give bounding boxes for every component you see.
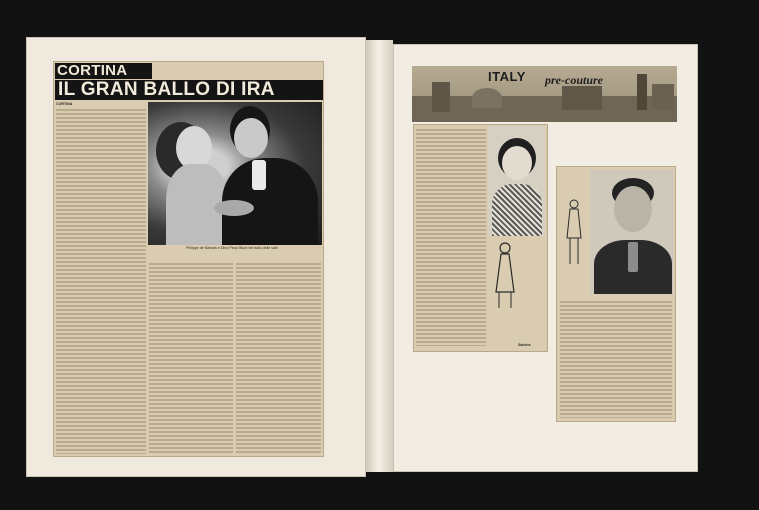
lead-dateline: CORTINA [56, 102, 73, 106]
forquet-portrait-photo [590, 170, 674, 294]
article-column-1 [56, 108, 146, 454]
caption-forquet: Forquet [638, 290, 652, 294]
headline-line2: IL GRAN BALLO DI IRA [55, 80, 323, 100]
photo-caption: Philippe de Nantois e Dino Pecci Blunt nel ballo delle sale [186, 246, 278, 250]
right-clipping-right-text [560, 300, 672, 418]
ballroom-photo [148, 102, 322, 245]
banner-title: ITALY [488, 69, 526, 84]
model-portrait-photo [488, 126, 545, 236]
article-column-3 [236, 262, 321, 454]
caption-salvine: Salvine [518, 343, 531, 347]
dress-sketch-icon [490, 240, 520, 312]
right-clipping-left-text [416, 128, 486, 346]
banner-subtitle: pre-couture [545, 73, 603, 87]
suit-sketch-icon [562, 198, 586, 270]
article-column-2 [149, 262, 233, 454]
album-spine [366, 40, 393, 472]
headline-line1: CORTINA [55, 63, 152, 79]
